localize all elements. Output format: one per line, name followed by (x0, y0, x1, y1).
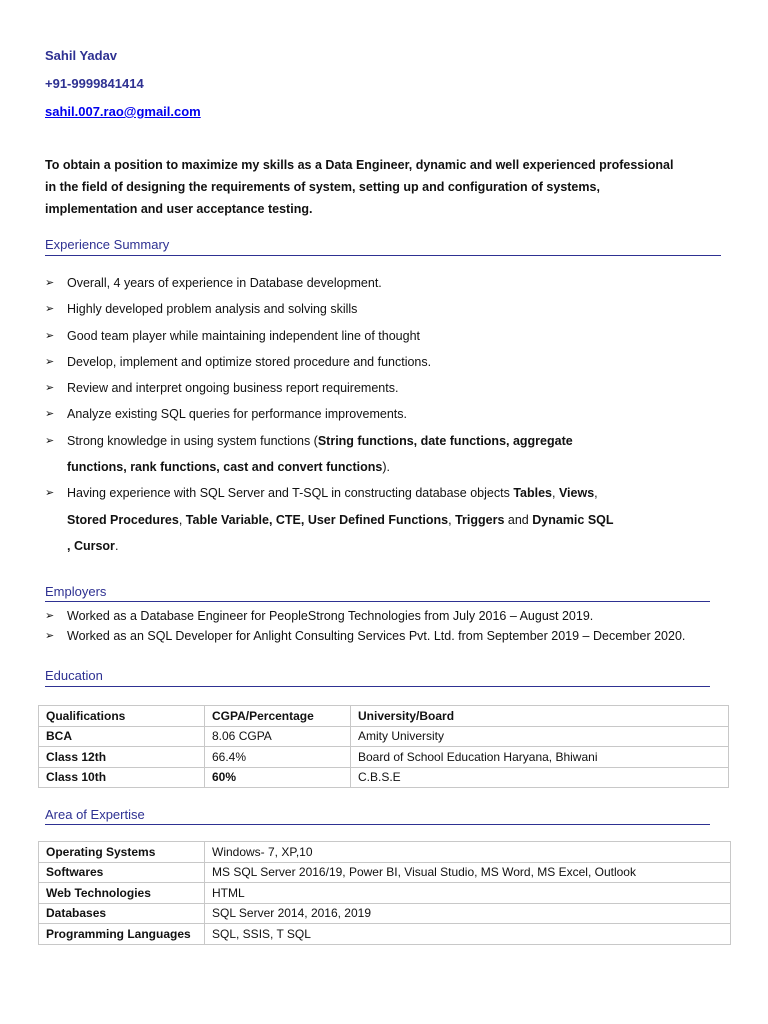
arrowhead-bullet-icon: ➢ (45, 610, 55, 622)
arrowhead-bullet-icon: ➢ (45, 277, 55, 289)
arrowhead-bullet-icon: ➢ (45, 303, 55, 316)
table-row (39, 862, 731, 883)
table-cell: BCA (39, 726, 205, 747)
table-cell: SQL, SSIS, T SQL (205, 924, 731, 945)
table-row (39, 747, 729, 768)
expertise-heading: Area of Expertise (45, 807, 145, 822)
experience-summary-divider (45, 255, 721, 256)
expertise-divider (45, 824, 710, 825)
arrowhead-bullet-icon: ➢ (45, 382, 55, 395)
experience-summary-list (45, 270, 705, 559)
candidate-phone: +91-9999841414 (45, 76, 144, 91)
table-cell: Board of School Education Haryana, Bhiwani (351, 747, 729, 768)
table-row (39, 924, 731, 945)
list-item: ➢ Worked as an SQL Developer for Anlight Consulting Services Pvt. Ltd. from September 2019 – December 2020. (45, 626, 745, 646)
list-item: ➢ Good team player while maintaining independent line of thought (45, 323, 705, 349)
arrowhead-bullet-icon: ➢ (45, 487, 55, 500)
arrowhead-bullet-icon: ➢ (45, 329, 55, 342)
employers-list (45, 606, 745, 646)
table-cell: 60% (205, 767, 351, 788)
employers-divider (45, 601, 710, 602)
arrowhead-bullet-icon: ➢ (45, 355, 55, 368)
list-item-functions: ➢ Strong knowledge in using system functions (String functions, date functions, aggregate functions, rank functions, cast and convert functions). (45, 428, 705, 481)
candidate-email-link[interactable]: sahil.007.rao@gmail.com (45, 104, 201, 119)
arrowhead-bullet-icon: ➢ (45, 408, 55, 421)
table-cell: Class 10th (39, 767, 205, 788)
list-item-database-objects: ➢ Having experience with SQL Server and T-SQL in constructing database objects Tables, Views, Stored Procedures, Table Variable, CTE, User Defined Functions, Triggers and Dynamic SQL , Cursor. (45, 480, 705, 559)
table-header-cell: CGPA/Percentage (205, 706, 351, 727)
objective-statement: To obtain a position to maximize my skills as a Data Engineer, dynamic and well experienced professional in the field of designing the requirements of system, setting up and configuration of systems, implementation and user acceptance testing. (45, 158, 674, 216)
education-heading: Education (45, 668, 103, 683)
table-cell: 66.4% (205, 747, 351, 768)
expertise-table (38, 841, 731, 945)
table-cell: Amity University (351, 726, 729, 747)
education-table (38, 705, 729, 788)
list-item: ➢ Highly developed problem analysis and solving skills (45, 296, 705, 322)
table-cell: Databases (39, 903, 205, 924)
education-divider (45, 686, 710, 687)
table-cell: HTML (205, 883, 731, 904)
list-item: ➢ Review and interpret ongoing business report requirements. (45, 375, 705, 401)
employers-heading: Employers (45, 584, 107, 599)
table-cell: SQL Server 2014, 2016, 2019 (205, 903, 731, 924)
table-cell: MS SQL Server 2016/19, Power BI, Visual Studio, MS Word, MS Excel, Outlook (205, 862, 731, 883)
table-cell: Windows- 7, XP,10 (205, 842, 731, 863)
list-item: ➢ Analyze existing SQL queries for performance improvements. (45, 401, 705, 427)
table-cell: Softwares (39, 862, 205, 883)
table-header-cell: University/Board (351, 706, 729, 727)
table-cell: 8.06 CGPA (205, 726, 351, 747)
table-row (39, 883, 731, 904)
table-header-cell: Qualifications (39, 706, 205, 727)
list-item: ➢ Worked as a Database Engineer for PeopleStrong Technologies from July 2016 – August 2019. (45, 606, 745, 626)
list-item: ➢ Overall, 4 years of experience in Database development. (45, 270, 705, 296)
table-header-row (39, 706, 729, 727)
table-row (39, 903, 731, 924)
experience-summary-heading: Experience Summary (45, 237, 170, 252)
table-cell: Class 12th (39, 747, 205, 768)
table-cell: Operating Systems (39, 842, 205, 863)
table-row (39, 842, 731, 863)
table-cell: Web Technologies (39, 883, 205, 904)
table-cell: Programming Languages (39, 924, 205, 945)
candidate-name: Sahil Yadav (45, 48, 118, 63)
arrowhead-bullet-icon: ➢ (45, 630, 55, 642)
arrowhead-bullet-icon: ➢ (45, 434, 55, 447)
table-row (39, 726, 729, 747)
table-cell: C.B.S.E (351, 767, 729, 788)
list-item: ➢ Develop, implement and optimize stored procedure and functions. (45, 349, 705, 375)
table-row (39, 767, 729, 788)
